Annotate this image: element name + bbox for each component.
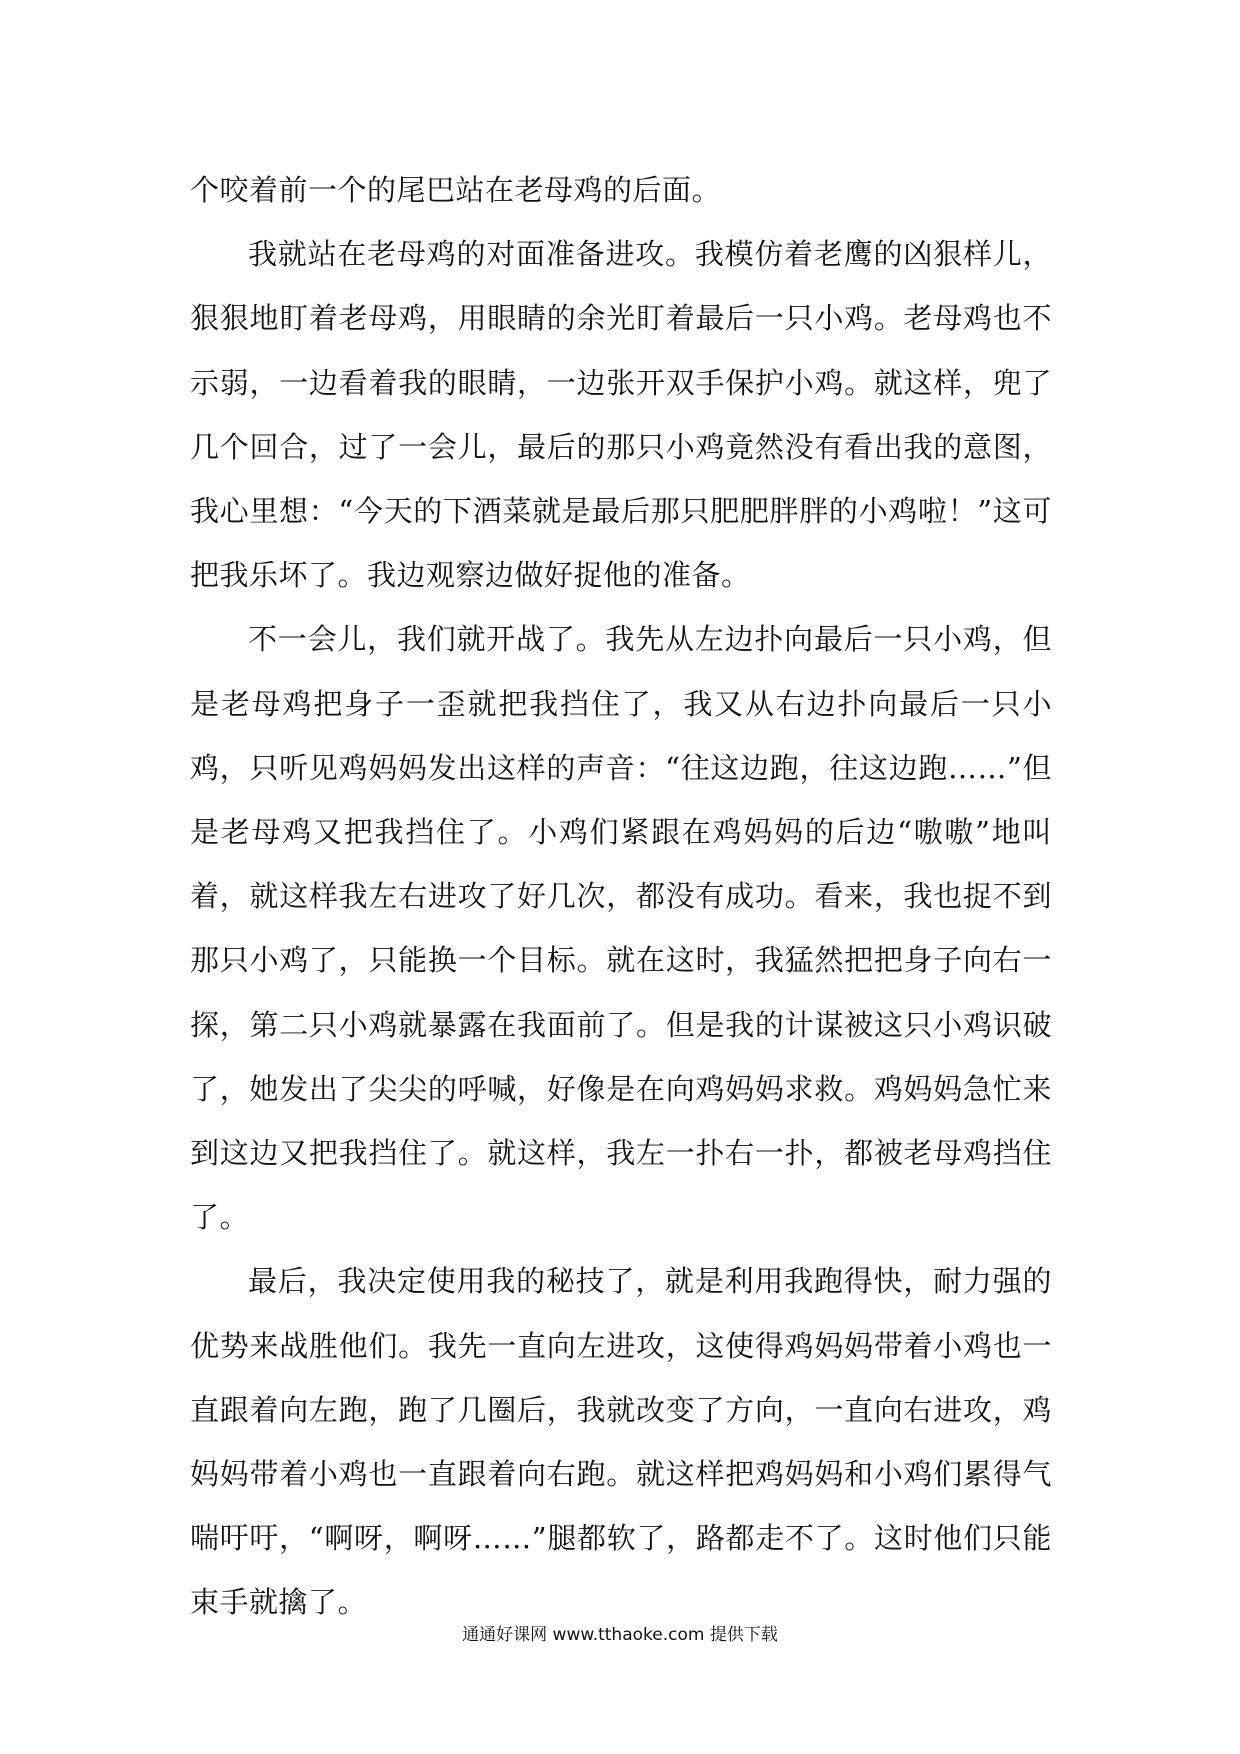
body-text — [190, 158, 1052, 1635]
paragraph-standoff: 我就站在老母鸡的对面准备进攻。我模仿着老鹰的凶狠样儿，狠狠地盯着老母鸡，用眼睛的余光盯着最后一只小鸡。老母鸡也不示弱，一边看着我的眼睛，一边张开双手保护小鸡。就这样，兜了几个回合，过了一会儿，最后的那只小鸡竟然没有看出我的意图，我心里想：“今天的下酒菜就是最后那只肥肥胖胖的小鸡啦！”这可把我乐坏了。我边观察边做好捉他的准备。 — [190, 237, 1052, 593]
paragraph-finale: 最后，我决定使用我的秘技了，就是利用我跑得快，耐力强的优势来战胜他们。我先一直向左进攻，这使得鸡妈妈带着小鸡也一直跟着向左跑，跑了几圈后，我就改变了方向，一直向右进攻，鸡妈妈带着小鸡也一直跟着向右跑。就这样把鸡妈妈和小鸡们累得气喘吁吁，“啊呀，啊呀……”腿都软了，路都走不了。这时他们只能束手就擒了。 — [190, 1264, 1052, 1620]
paragraph-battle: 不一会儿，我们就开战了。我先从左边扑向最后一只小鸡，但是老母鸡把身子一歪就把我挡住了，我又从右边扑向最后一只小鸡，只听见鸡妈妈发出这样的声音：“往这边跑，往这边跑……”但是老母鸡又把我挡住了。小鸡们紧跟在鸡妈妈的后边“嗷嗷”地叫着，就这样我左右进攻了好几次，都没有成功。看来，我也捉不到那只小鸡了，只能换一个目标。就在这时，我猛然把把身子向右一探，第二只小鸡就暴露在我面前了。但是我的计谋被这只小鸡识破了，她发出了尖尖的呼喊，好像是在向鸡妈妈求救。鸡妈妈急忙来到这边又把我挡住了。就这样，我左一扑右一扑，都被老母鸡挡住了。 — [190, 622, 1052, 1235]
page-footer: 通通好课网 www.tthaoke.com 提供下载 — [462, 1625, 778, 1645]
paragraph-continued: 个咬着前一个的尾巴站在老母鸡的后面。 — [190, 173, 722, 207]
